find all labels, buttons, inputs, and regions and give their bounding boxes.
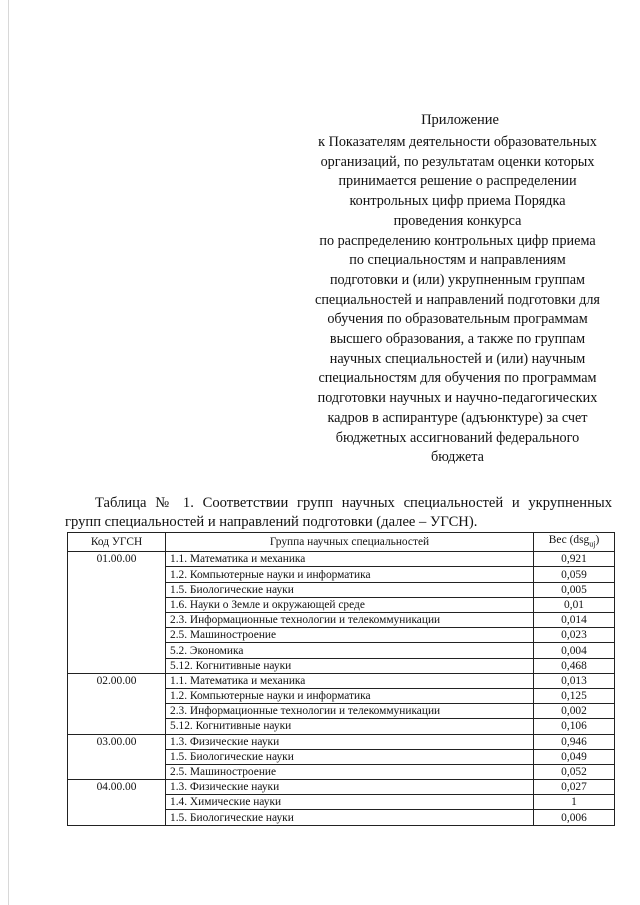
appendix-line: бюджетных ассигнований федерального [335,429,580,446]
group-cell: 1.1. Математика и механика [166,673,534,688]
table-body [68,552,615,825]
group-cell: 1.3. Физические науки [166,780,534,795]
header-weight-suffix: ) [595,534,600,546]
group-cell: 2.3. Информационные технологии и телекоммуникации [166,613,534,628]
appendix-line: подготовки научных и научно-педагогических [317,390,598,407]
weight-cell: 0,052 [534,764,615,779]
weight-cell: 0,005 [534,582,615,597]
appendix-line: принимается решение о распределении [338,173,577,190]
header-weight-prefix: Вес (dsg [548,534,590,546]
appendix-line: бюджета [431,449,484,466]
group-cell: 1.5. Биологические науки [166,810,534,825]
appendix-title: Приложение [421,112,499,128]
weight-cell: 0,125 [534,688,615,703]
weight-cell: 0,468 [534,658,615,673]
weight-cell: 0,027 [534,780,615,795]
table-caption-line: Таблица № 1. Соответствии групп научных специальностей и укрупненных [95,495,612,511]
ugsn-table [67,532,615,826]
appendix-line: к Показателям деятельности образовательных [318,134,597,150]
header-weight [534,533,615,552]
ugsn-code-cell: 03.00.00 [68,734,166,780]
appendix-line: организаций, по результатам оценки которых [320,153,595,170]
group-cell: 1.3. Физические науки [166,734,534,749]
group-cell: 1.2. Компьютерные науки и информатика [166,688,534,703]
page-edge [8,0,9,905]
appendix-line: специальностям для обучения по программам [318,370,597,387]
appendix-line: специальностей и направлений подготовки для [315,291,600,308]
group-cell: 1.4. Химические науки [166,795,534,810]
weight-cell: 0,946 [534,734,615,749]
table-row [68,734,615,749]
appendix-line: научных специальностей и (или) научным [329,350,586,367]
group-cell: 5.12. Когнитивные науки [166,658,534,673]
group-cell: 1.5. Биологические науки [166,749,534,764]
weight-cell: 0,921 [534,552,615,567]
weight-cell: 0,004 [534,643,615,658]
header-code: Код УГСН [68,533,166,552]
appendix-body [300,133,615,468]
weight-cell: 0,106 [534,719,615,734]
appendix-line: контрольных цифр приема Порядка [349,193,566,210]
ugsn-code-cell: 04.00.00 [68,780,166,826]
weight-cell: 0,013 [534,673,615,688]
weight-cell: 1 [534,795,615,810]
table-header-row [68,533,615,552]
appendix-line: по распределению контрольных цифр приема [319,232,596,249]
group-cell: 1.2. Компьютерные науки и информатика [166,567,534,582]
group-cell: 2.5. Машиностроение [166,764,534,779]
table-row [68,780,615,795]
ugsn-code-cell: 01.00.00 [68,552,166,674]
weight-cell: 0,023 [534,628,615,643]
group-cell: 2.5. Машиностроение [166,628,534,643]
appendix-line: обучения по образовательным программам [327,311,588,328]
appendix-line: по специальностям и направлениям [349,252,566,269]
weight-cell: 0,059 [534,567,615,582]
appendix-line: проведения конкурса [393,212,522,229]
group-cell: 1.6. Науки о Земле и окружающей среде [166,597,534,612]
weight-cell: 0,002 [534,704,615,719]
group-cell: 5.2. Экономика [166,643,534,658]
table-row [68,673,615,688]
table-caption-line: групп специальностей и направлений подготовки (далее – УГСН). [65,514,478,530]
weight-cell: 0,01 [534,597,615,612]
header-group: Группа научных специальностей [166,533,534,552]
weight-cell: 0,049 [534,749,615,764]
group-cell: 1.1. Математика и механика [166,552,534,567]
appendix-line: подготовки и (или) укрупненным группам [329,271,586,288]
ugsn-code-cell: 02.00.00 [68,673,166,734]
header-weight-sub: uj [589,539,596,549]
table-caption [65,494,612,532]
group-cell: 2.3. Информационные технологии и телекоммуникации [166,704,534,719]
weight-cell: 0,014 [534,613,615,628]
group-cell: 1.5. Биологические науки [166,582,534,597]
weight-cell: 0,006 [534,810,615,825]
group-cell: 5.12. Когнитивные науки [166,719,534,734]
appendix-line: высшего образования, а также по группам [329,331,586,348]
table-row [68,552,615,567]
appendix-line: кадров в аспирантуре (адъюнктуре) за счет [327,409,588,426]
